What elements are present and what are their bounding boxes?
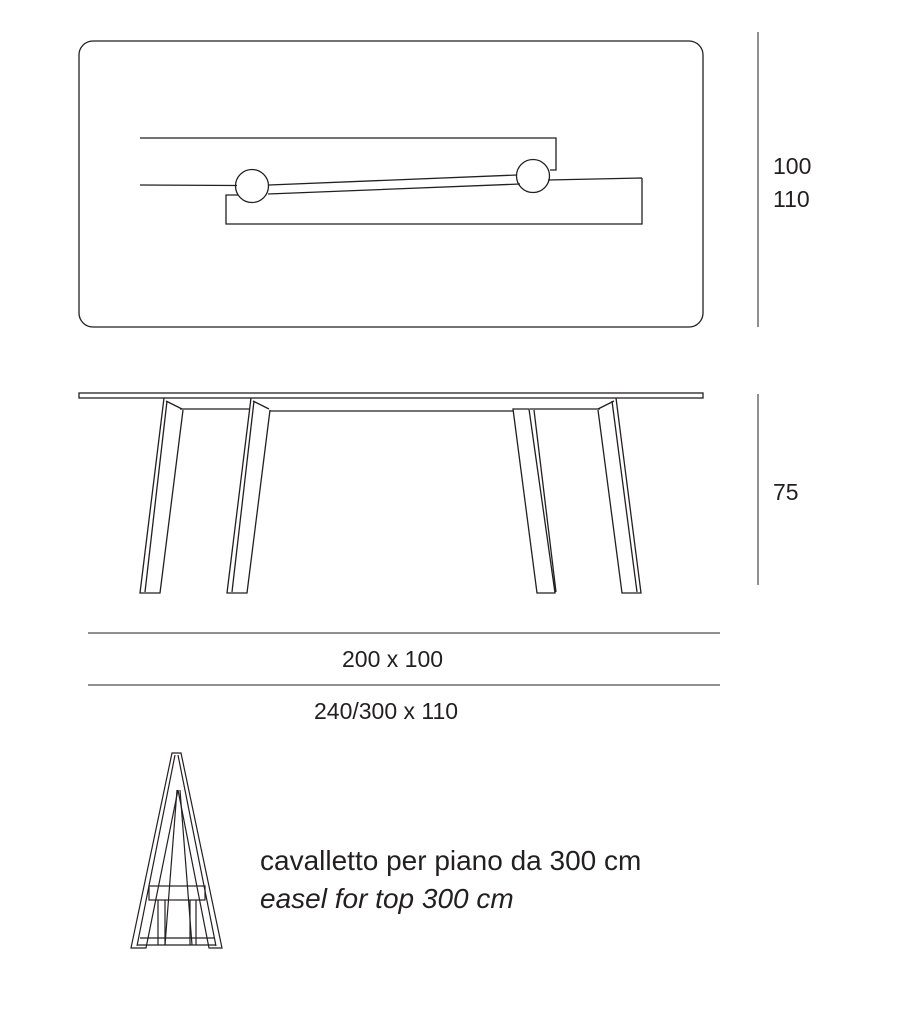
depth-label-100: 100 (773, 153, 812, 179)
easel-drawing (131, 753, 222, 948)
leg-3 (513, 409, 556, 593)
easel-outer-frame (131, 753, 222, 948)
leg-2 (227, 398, 270, 593)
joint-right (517, 160, 550, 193)
height-label: 75 (773, 479, 799, 505)
table-top-side (79, 393, 703, 398)
joint-left (236, 170, 269, 203)
upper-support-plate (140, 138, 556, 186)
caption-italian: cavalletto per piano da 300 cm (260, 845, 642, 876)
depth-label-110: 110 (773, 186, 810, 212)
dimension-lines (88, 32, 758, 685)
easel-inner-strut (137, 755, 216, 946)
front-view (79, 393, 703, 593)
caption-english: easel for top 300 cm (260, 883, 514, 914)
easel-foot-bar (138, 938, 216, 945)
leg-1 (140, 398, 183, 593)
table-top-outline (79, 41, 703, 327)
size-label-b: 240/300 x 110 (314, 698, 459, 724)
lower-support-plate (226, 178, 642, 224)
size-label-a: 200 x 100 (342, 646, 444, 672)
leg-4 (598, 398, 641, 593)
top-view (79, 41, 703, 327)
